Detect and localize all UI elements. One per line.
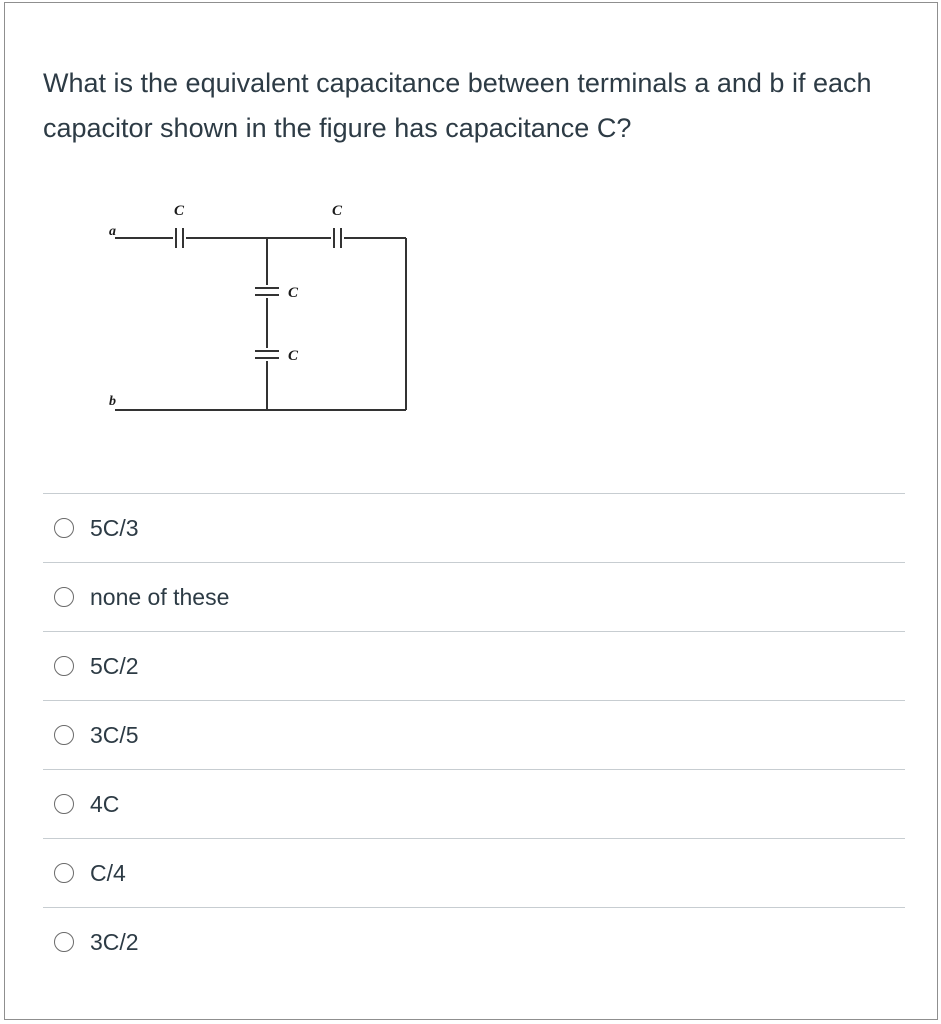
answer-option[interactable] (43, 562, 905, 631)
radio-button[interactable] (54, 518, 74, 538)
answer-option[interactable] (43, 769, 905, 838)
c1-label: C (174, 203, 185, 219)
answer-label: 3C/5 (90, 721, 139, 748)
radio-button[interactable] (54, 587, 74, 607)
radio-button[interactable] (54, 794, 74, 814)
question-card (4, 2, 938, 1020)
terminal-a-label: a (109, 224, 116, 239)
answer-option[interactable] (43, 700, 905, 769)
radio-button[interactable] (54, 932, 74, 952)
terminal-b-label: b (109, 394, 116, 409)
answer-label: 5C/3 (90, 514, 139, 541)
answer-label: 5C/2 (90, 652, 139, 679)
radio-button[interactable] (54, 863, 74, 883)
answer-option[interactable] (43, 493, 905, 562)
answer-option[interactable] (43, 907, 905, 976)
c3-label: C (288, 285, 299, 301)
question-text: What is the equivalent capacitance between terminals a and b if each capacitor shown in the figure has capacitance C? (43, 68, 872, 143)
answer-option[interactable] (43, 631, 905, 700)
answer-label: C/4 (90, 859, 126, 886)
radio-button[interactable] (54, 656, 74, 676)
answer-label: 4C (90, 790, 120, 817)
answer-option[interactable] (43, 838, 905, 907)
circuit-diagram (85, 193, 445, 418)
answer-label: none of these (90, 583, 230, 610)
c4-label: C (288, 348, 299, 364)
answer-list (43, 493, 905, 976)
radio-button[interactable] (54, 725, 74, 745)
answer-label: 3C/2 (90, 928, 139, 955)
c2-label: C (332, 203, 343, 219)
